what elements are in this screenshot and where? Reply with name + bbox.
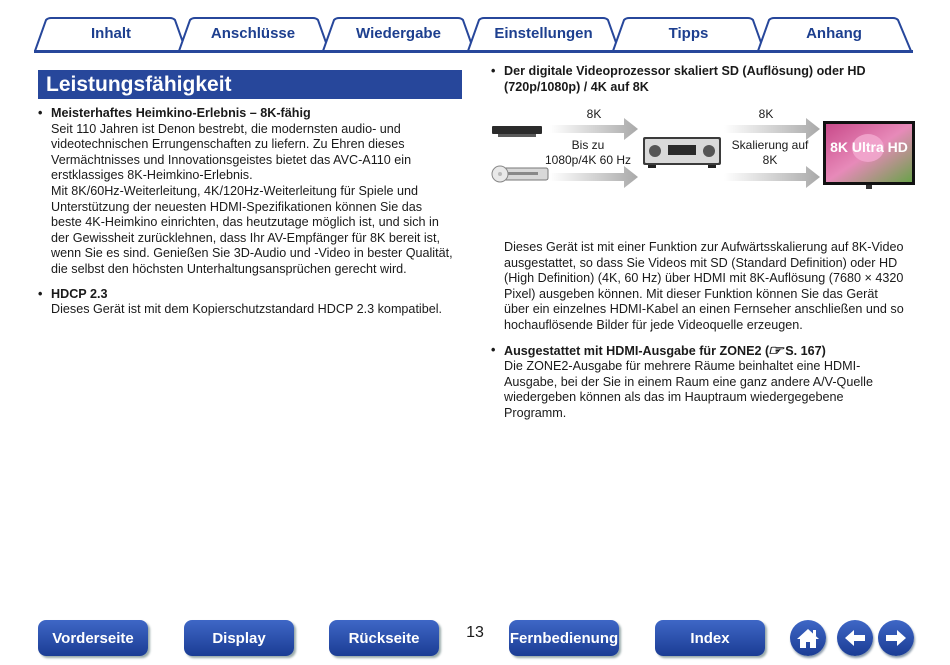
home-icon [795,626,821,650]
text-line: hochauflösende Bilder für jede Videoquelle erzeugen. [504,317,803,332]
label-line: 8K [762,153,778,167]
text-line: Programm. [504,405,567,420]
feature-text-upscaling [491,240,921,334]
tab-wiedergabe[interactable]: Wiedergabe [356,24,441,42]
back-button[interactable] [837,620,873,656]
text-line: (High Definition) (4K, 60 Hz) über HDMI mit 8K-Auflösung (7680 × 4320 [504,271,904,286]
left-column [38,106,466,318]
section-title: Leistungsfähigkeit [38,70,462,99]
label-line: Skalierung auf [731,138,809,152]
feature-heading-upscaling [491,64,921,95]
nav-display-button[interactable]: Display [184,620,294,656]
forward-arrow-icon [883,626,909,650]
forward-button[interactable] [878,620,914,656]
tv-8k-ultra-hd-text: 8K Ultra HD [830,139,908,155]
home-button[interactable] [790,620,826,656]
heading-line: (720p/1080p) / 4K auf 8K [504,79,649,94]
tab-einstellungen[interactable]: Einstellungen [494,24,593,42]
label-8k-output: 8K [758,107,774,121]
heading-line: • Der digitale Videoprozessor skaliert SD (Auflösung) oder HD [504,64,866,78]
label-input-resolution [534,138,642,168]
zone2-heading-text: Ausgestattet mit HDMI-Ausgabe für ZONE2 ( [504,343,770,358]
text-line: Dieses Gerät ist mit einer Funktion zur Aufwärtsskalierung auf 8K-Video [504,240,904,254]
right-column-bottom [491,240,921,422]
text-line: Dieses Gerät ist mit dem Kopierschutzstandard HDCP 2.3 kompatibel. [51,302,443,317]
feature-text-8k-part1 [38,122,466,184]
text-line: Ausgabe, bei der Sie in einem Raum eine ganz andere A/V-Quelle [504,374,873,389]
text-line: wiedergeben können als das im Hauptraum wiedergegebene [504,390,844,405]
text-line: erstklassiges 8K-Heimkino-Erlebnis. [51,168,253,183]
back-arrow-icon [842,626,868,650]
text-line: Mit 8K/60Hz-Weiterleitung, 4K/120Hz-Weiterleitung für Spiele und [51,183,419,198]
text-line: Pixel) ausgeben können. Mit dieser Funktion können Sie das Gerät [504,286,878,301]
zone2-page-link[interactable]: S. 167) [781,343,826,358]
nav-vorderseite-button[interactable]: Vorderseite [38,620,148,656]
feature-heading-8k: • Meisterhaftes Heimkino-Erlebnis – 8K-fähig [38,106,466,122]
output-arrow-bottom [724,166,820,188]
page-number: 13 [466,624,484,641]
label-line: 1080p/4K 60 Hz [544,153,632,167]
text-line: wenn Sie es sind. Genießen Sie 3D-Audio und -Video in bester Qualität, [51,246,453,261]
text-line: ausgestattet, so dass Sie Videos mit SD (Standard Definition) oder HD [504,255,898,270]
label-8k-input: 8K [586,107,602,121]
text-line: videotechnischen Errungenschaften zu liefern. Zu Ehren dieses [51,137,405,152]
tab-anhang[interactable]: Anhang [806,24,862,42]
upscaling-diagram [488,104,918,198]
feature-heading-hdcp: • HDCP 2.3 [38,287,466,303]
av-receiver-icon [643,137,721,168]
text-line: Seit 110 Jahren ist Denon bestrebt, die modernsten audio- und [51,121,401,136]
text-line: der Gewissheit zurücklehnen, dass Ihr AV-Empfänger für 8K bereit ist, [51,230,440,245]
disc-player-icon [492,166,548,182]
text-line: die selbst den höchsten Unterhaltungsansprüchen gerecht wird. [51,261,407,276]
feature-heading-zone2 [491,343,921,360]
nav-rueckseite-button[interactable]: Rückseite [329,620,439,656]
nav-fernbedienung-button[interactable]: Fernbedienung [509,620,619,656]
bluray-player-icon [492,126,542,137]
text-line: Die ZONE2-Ausgabe für mehrere Räume beinhaltet eine HDMI- [504,359,861,374]
text-line: Unterstützung der neuesten HDMI-Spezifikationen können Sie das [51,199,423,214]
tv-8k-icon [823,121,915,189]
label-line: Bis zu [571,138,605,152]
feature-text-zone2 [491,359,921,421]
feature-text-hdcp [38,302,466,318]
tab-anschluesse[interactable]: Anschlüsse [210,24,296,42]
tab-inhalt[interactable]: Inhalt [91,24,131,42]
top-tab-bar [0,0,950,56]
right-column-top [491,64,921,95]
text-line: über ein einzelnes HDMI-Kabel an einen Fernseher anschließen und so [504,302,904,317]
page-reference-icon: ☞ [767,341,784,358]
nav-index-button[interactable]: Index [655,620,765,656]
text-line: beste 4K-Heimkino einrichten, das heutzutage möglich ist, und sich in [51,215,439,230]
text-line: Vermächtnisses und Innovationsgeistes bietet das AVC-A110 ein [51,152,412,167]
feature-text-8k-part2 [38,184,466,278]
label-output-scaling [724,138,816,168]
input-arrow-bottom [550,166,638,188]
tab-tipps[interactable]: Tipps [668,24,709,42]
